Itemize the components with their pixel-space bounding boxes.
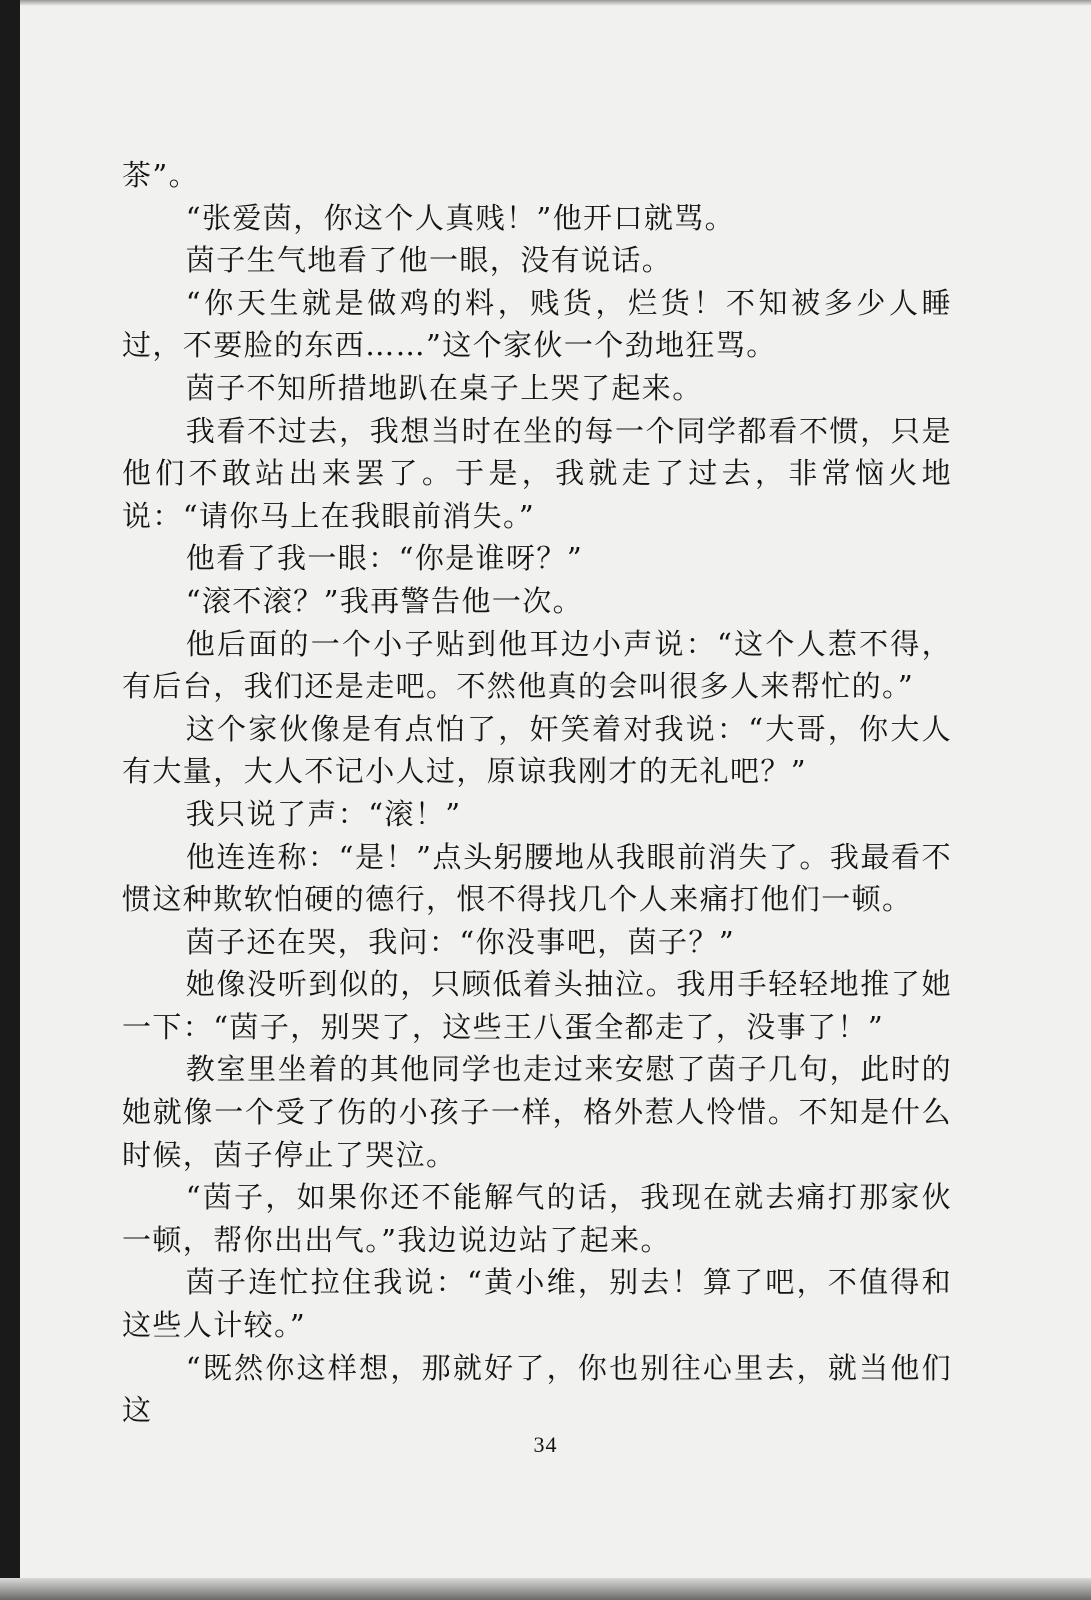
page-number: 34 [533,1432,558,1457]
paragraph-2: “张爱茵，你这个人真贱！”他开口就骂。 [185,200,736,235]
paragraph-5: 茵子不知所措地趴在桌子上哭了起来。 [185,370,703,405]
paragraph-13: 茵子还在哭，我问：“你没事吧，茵子？” [185,924,736,959]
paragraph-8: “滚不滚？”我再警告他一次。 [185,583,584,618]
paragraph-16: “茵子，如果你还不能解气的话，我现在就去痛打那家伙一顿，帮你出出气。”我边说边站了起来。 [122,1180,952,1257]
paragraph-7: 他看了我一眼：“你是谁呀？” [185,541,584,576]
page-body [122,154,952,1432]
scan-shadow-top [20,0,1091,6]
paragraph-9: 他后面的一个小子贴到他耳边小声说：“这个人惹不得，有后台，我们还是走吧。不然他真的会叫很多人来帮忙的。” [122,626,952,704]
paragraph-6: 我看不过去，我想当时在坐的每一个同学都看不惯，只是他们不敢站出来罢了。于是，我就走了过去，非常恼火地说：“请你马上在我眼前消失。” [122,413,952,533]
paragraph-3: 茵子生气地看了他一眼，没有说话。 [185,243,673,278]
paragraph-4: “你天生就是做鸡的料，贱货，烂货！不知被多少人睡过，不要脸的东西……”这个家伙一个劲地狂骂。 [122,285,952,363]
paragraph-15: 教室里坐着的其他同学也走过来安慰了茵子几句，此时的她就像一个受了伤的小孩子一样，格外惹人怜惜。不知是什么时候，茵子停止了哭泣。 [122,1052,952,1172]
paragraph-12: 他连连称：“是！”点头躬腰地从我眼前消失了。我最看不惯这种欺软怕硬的德行，恨不得找几个人来痛打他们一顿。 [122,839,952,917]
paragraph-18: “既然你这样想，那就好了，你也别往心里去，就当他们这 [122,1350,952,1428]
paragraph-14: 她像没听到似的，只顾低着头抽泣。我用手轻轻地推了她一下：“茵子，别哭了，这些王八蛋全都走了，没事了！” [122,967,952,1044]
paragraph-1: 茶”。 [122,158,200,192]
scan-shadow-left [0,0,20,1600]
paragraph-11: 我只说了声：“滚！” [185,796,462,831]
paragraph-17: 茵子连忙拉住我说：“黄小维，别去！算了吧，不值得和这些人计较。” [122,1265,952,1343]
paragraph-10: 这个家伙像是有点怕了，奸笑着对我说：“大哥，你大人有大量，大人不记小人过，原谅我刚才的无礼吧？” [122,711,952,789]
scan-shadow-bottom [0,1578,1091,1600]
